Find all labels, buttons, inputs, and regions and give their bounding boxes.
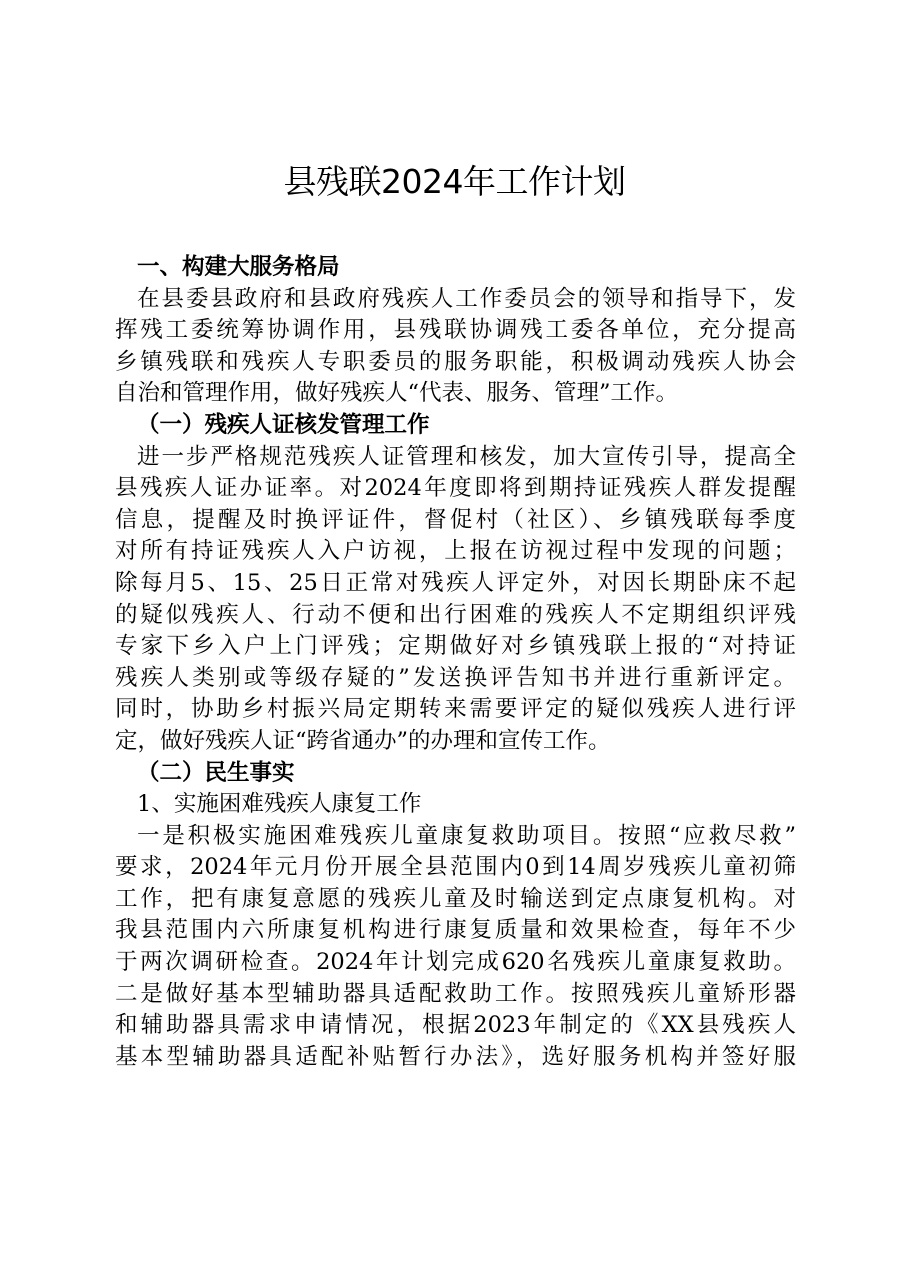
paragraph-line: 县残疾人证办证率。对2024年度即将到期持证残疾人群发提醒 — [115, 475, 796, 502]
section-heading: 1、实施困难残疾人康复工作 — [137, 791, 422, 818]
paragraph-line: 自治和管理作用，做好残疾人“代表、服务、管理”工作。 — [115, 380, 679, 407]
paragraph-line: 和辅助器具需求申请情况，根据2023年制定的《XX县残疾人 — [115, 1012, 796, 1039]
section-heading: （二）民生事实 — [137, 759, 295, 786]
paragraph-line: 我县范围内六所康复机构进行康复质量和效果检查，每年不少 — [115, 917, 796, 944]
section-heading: 一、构建大服务格局 — [137, 254, 340, 280]
paragraph-line: 专家下乡入户上门评残；定期做好对乡镇残联上报的“对持证 — [115, 633, 796, 660]
paragraph-line: 信息，提醒及时换评证件，督促村（社区）、乡镇残联每季度 — [115, 506, 796, 533]
paragraph-line: 进一步严格规范残疾人证管理和核发，加大宣传引导，提高全 — [137, 443, 796, 470]
document-body — [115, 252, 796, 1073]
paragraph-line: 残疾人类别或等级存疑的”发送换评告知书并进行重新评定。 — [115, 664, 796, 691]
paragraph-line: 基本型辅助器具适配补贴暂行办法》，选好服务机构并签好服 — [115, 1043, 796, 1070]
paragraph-line: 定，做好残疾人证“跨省通办”的办理和宣传工作。 — [115, 727, 611, 754]
paragraph-line: 同时，协助乡村振兴局定期转来需要评定的疑似残疾人进行评 — [115, 696, 796, 723]
paragraph-line: 一是积极实施困难残疾儿童康复救助项目。按照“应救尽救” — [137, 822, 796, 849]
document-title: 县残联2024年工作计划 — [283, 162, 626, 201]
paragraph-line: 工作，把有康复意愿的残疾儿童及时输送到定点康复机构。对 — [115, 885, 796, 912]
paragraph-line: 于两次调研检查。2024年计划完成620名残疾儿童康复救助。 — [115, 949, 796, 976]
paragraph-line: 二是做好基本型辅助器具适配救助工作。按照残疾儿童矫形器 — [115, 980, 796, 1007]
paragraph-line: 挥残工委统筹协调作用，县残联协调残工委各单位，充分提高 — [115, 317, 796, 344]
paragraph-line: 在县委县政府和县政府残疾人工作委员会的领导和指导下，发 — [137, 285, 796, 312]
paragraph-line: 除每月5、15、25日正常对残疾人评定外，对因长期卧床不起 — [115, 569, 796, 596]
paragraph-line: 对所有持证残疾人入户访视，上报在访视过程中发现的问题； — [115, 538, 796, 565]
paragraph-line: 乡镇残联和残疾人专职委员的服务职能，积极调动残疾人协会 — [115, 348, 796, 375]
section-heading: （一）残疾人证核发管理工作 — [137, 411, 430, 438]
paragraph-line: 的疑似残疾人、行动不便和出行困难的残疾人不定期组织评残 — [115, 601, 796, 628]
paragraph-line: 要求，2024年元月份开展全县范围内0到14周岁残疾儿童初筛 — [115, 854, 796, 881]
